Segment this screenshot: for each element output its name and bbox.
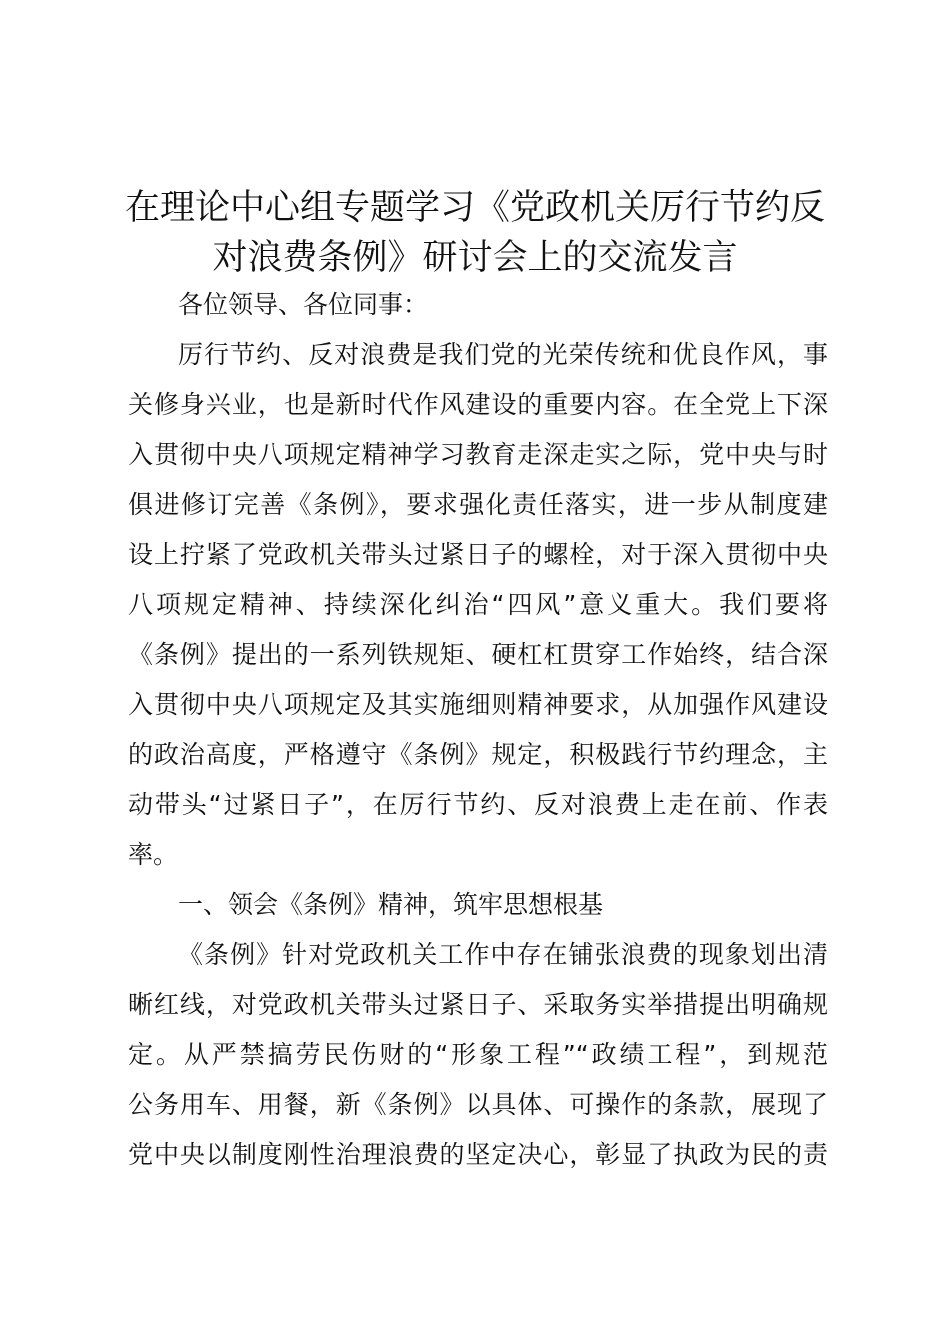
paragraph-1-line: 的政治高度，严格遵守《条例》规定，积极践行节约理念，主	[128, 740, 828, 769]
paragraph-2-line: 晰红线，对党政机关带头过紧日子、采取务实举措提出明确规	[128, 990, 828, 1019]
paragraph-2-line: 党中央以制度刚性治理浪费的坚定决心，彰显了执政为民的责	[128, 1140, 828, 1169]
paragraph-1-line: 入贯彻中央八项规定精神学习教育走深走实之际，党中央与时	[128, 440, 828, 469]
paragraph-1-line: 设上拧紧了党政机关带头过紧日子的螺栓，对于深入贯彻中央	[128, 540, 828, 569]
document-title-line-2: 对浪费条例》研讨会上的交流发言	[212, 238, 738, 278]
paragraph-1-line: 八项规定精神、持续深化纠治“四风”意义重大。我们要将	[128, 590, 828, 619]
paragraph-1-line: 关修身兴业，也是新时代作风建设的重要内容。在全党上下深	[128, 390, 828, 419]
paragraph-1-line: 《条例》提出的一系列铁规矩、硬杠杠贯穿工作始终，结合深	[128, 640, 828, 669]
salutation: 各位领导、各位同事：	[178, 290, 429, 319]
paragraph-1-line: 厉行节约、反对浪费是我们党的光荣传统和优良作风，事	[178, 340, 828, 369]
paragraph-2-line: 公务用车、用餐，新《条例》以具体、可操作的条款，展现了	[128, 1090, 828, 1119]
document-title-line-1: 在理论中心组专题学习《党政机关厉行节约反	[124, 188, 825, 228]
paragraph-1-line: 俱进修订完善《条例》，要求强化责任落实，进一步从制度建	[128, 490, 828, 519]
paragraph-1-line: 动带头“过紧日子”，在厉行节约、反对浪费上走在前、作表	[128, 790, 828, 819]
paragraph-2-line: 《条例》针对党政机关工作中存在铺张浪费的现象划出清	[178, 940, 828, 969]
section-heading-1: 一、领会《条例》精神，筑牢思想根基	[178, 890, 604, 919]
paragraph-1-line: 率。	[128, 840, 179, 869]
document-body	[128, 280, 828, 1180]
paragraph-2-line: 定。从严禁搞劳民伤财的“形象工程”“政绩工程”，到规范	[128, 1040, 828, 1069]
paragraph-1-line: 入贯彻中央八项规定及其实施细则精神要求，从加强作风建设	[128, 690, 828, 719]
